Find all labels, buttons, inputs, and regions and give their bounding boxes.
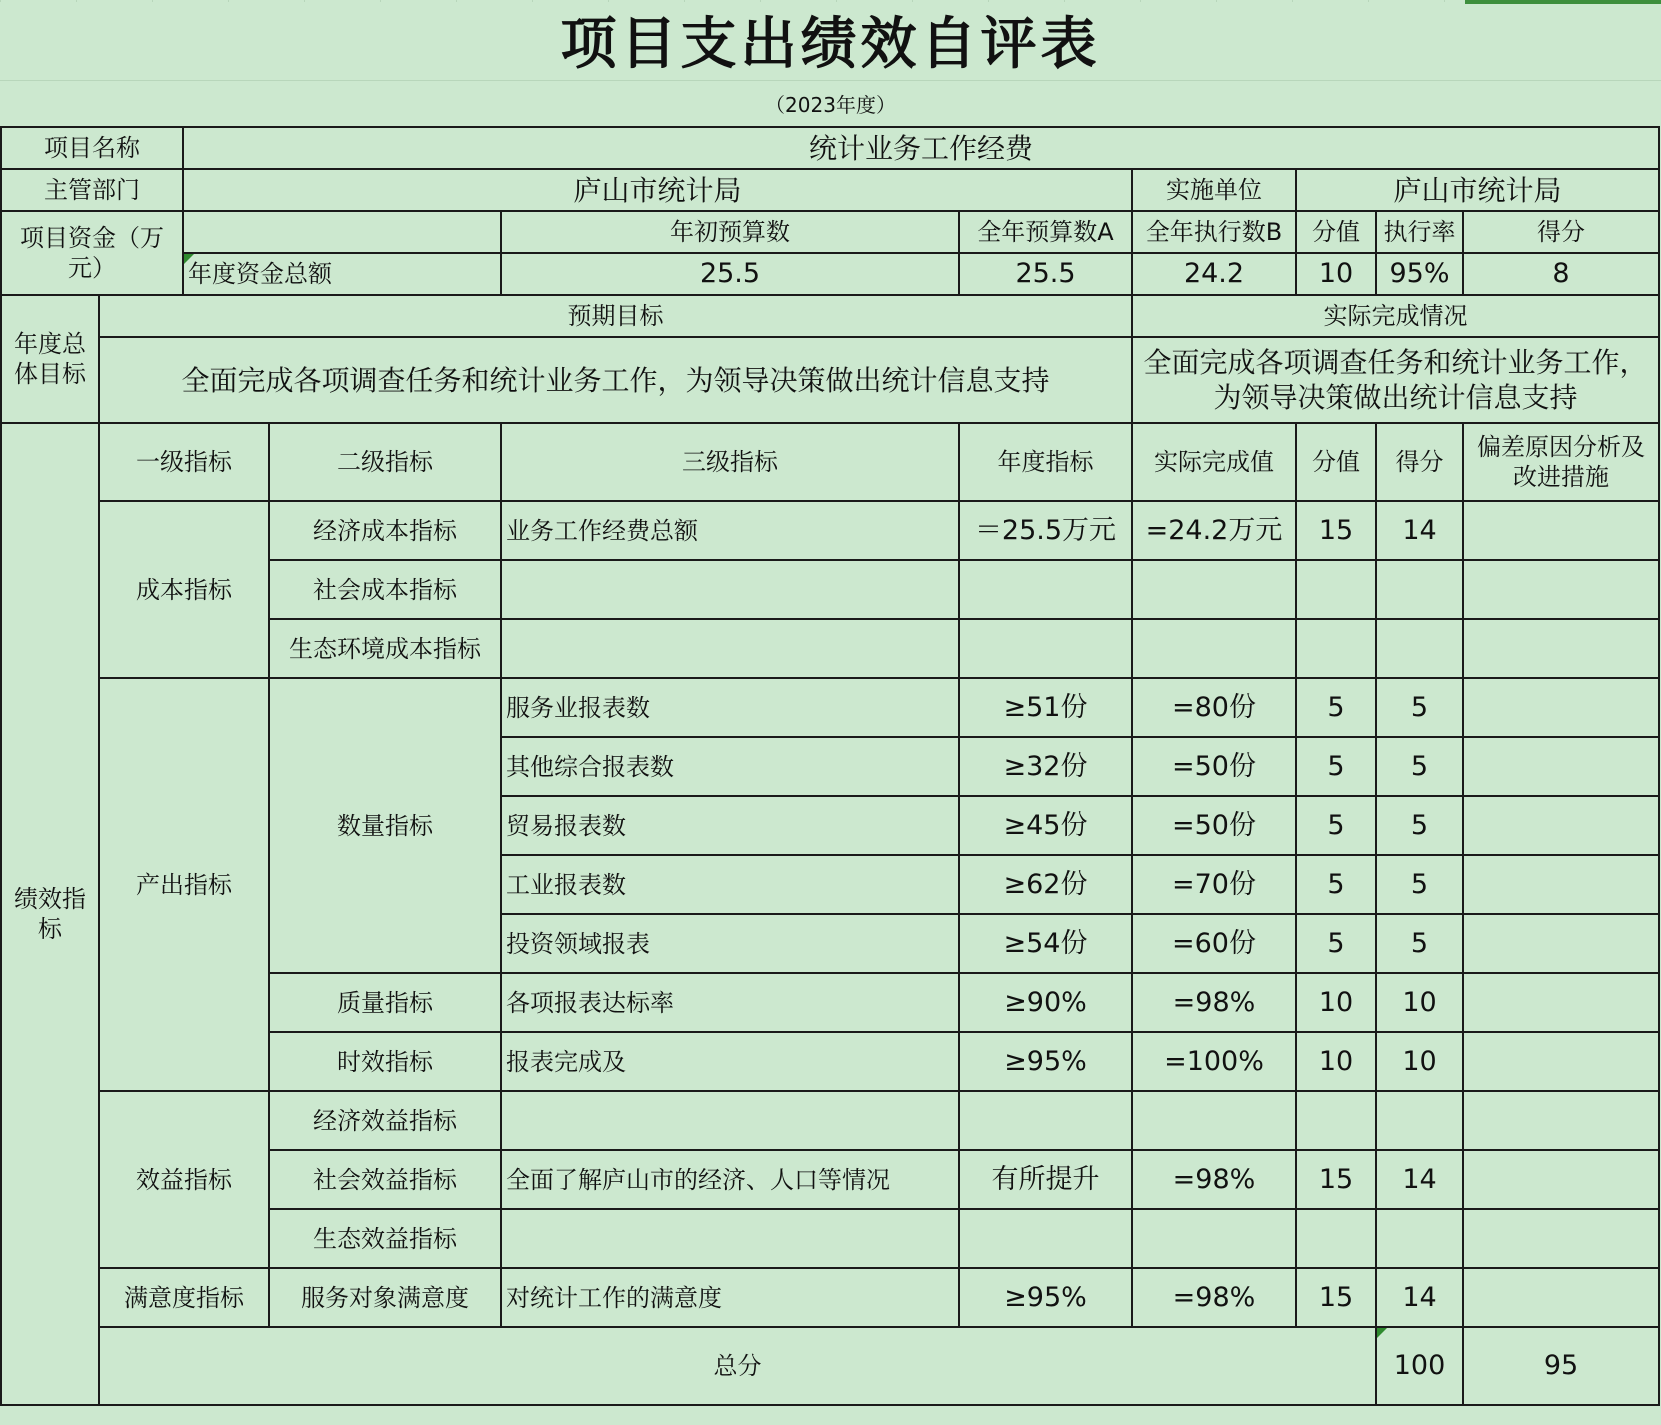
- score-value-value[interactable]: 10: [1296, 253, 1376, 295]
- score-cell[interactable]: 5: [1376, 737, 1463, 796]
- actual-goal-text[interactable]: 全面完成各项调查任务和统计业务工作，为领导决策做出统计信息支持: [1132, 337, 1659, 423]
- score-cell[interactable]: [1376, 1091, 1463, 1150]
- col-level3[interactable]: 三级指标: [501, 423, 959, 501]
- score-cell[interactable]: [1376, 560, 1463, 619]
- reason-cell[interactable]: [1463, 678, 1659, 737]
- level2-cell[interactable]: 社会成本指标: [269, 560, 501, 619]
- table-row: [1, 1268, 1659, 1327]
- table-row: [1, 1091, 1659, 1150]
- reason-cell[interactable]: [1463, 796, 1659, 855]
- actual-cell[interactable]: =80份: [1132, 678, 1296, 737]
- actual-cell[interactable]: [1132, 1209, 1296, 1268]
- target-cell[interactable]: ≥90%: [959, 973, 1132, 1032]
- expected-goal-header[interactable]: 预期目标: [99, 295, 1132, 337]
- level2-cell[interactable]: 时效指标: [269, 1032, 501, 1091]
- level2-cell[interactable]: 生态环境成本指标: [269, 619, 501, 678]
- score-cell[interactable]: [1376, 1209, 1463, 1268]
- reason-cell[interactable]: [1463, 914, 1659, 973]
- actual-goal-header[interactable]: 实际完成情况: [1132, 295, 1659, 337]
- target-cell[interactable]: [959, 1091, 1132, 1150]
- performance-indicators-label[interactable]: 绩效指标: [1, 423, 99, 1405]
- level2-cell[interactable]: 社会效益指标: [269, 1150, 501, 1209]
- level3-cell[interactable]: 报表完成及: [501, 1032, 959, 1091]
- actual-cell[interactable]: =98%: [1132, 1150, 1296, 1209]
- target-cell[interactable]: ≥62份: [959, 855, 1132, 914]
- col-score[interactable]: 得分: [1463, 211, 1659, 253]
- year-subtitle: （2023年度）: [765, 92, 896, 117]
- page-title: 项目支出绩效自评表: [0, 0, 1661, 81]
- execution-value[interactable]: 24.2: [1132, 253, 1296, 295]
- level3-cell[interactable]: [501, 619, 959, 678]
- target-cell[interactable]: ≥54份: [959, 914, 1132, 973]
- score-value[interactable]: 8: [1463, 253, 1659, 295]
- value-cell[interactable]: [1296, 560, 1376, 619]
- reason-cell[interactable]: [1463, 1032, 1659, 1091]
- value-cell[interactable]: 5: [1296, 678, 1376, 737]
- value-cell[interactable]: [1296, 1209, 1376, 1268]
- score-cell[interactable]: 5: [1376, 914, 1463, 973]
- exec-rate-value[interactable]: 95%: [1376, 253, 1463, 295]
- value-cell[interactable]: 15: [1296, 1268, 1376, 1327]
- value-cell[interactable]: 15: [1296, 1150, 1376, 1209]
- col-level2[interactable]: 二级指标: [269, 423, 501, 501]
- funds-blank-cell[interactable]: [183, 211, 501, 253]
- value-cell[interactable]: 10: [1296, 1032, 1376, 1091]
- col-exec-rate[interactable]: 执行率: [1376, 211, 1463, 253]
- actual-cell[interactable]: =100%: [1132, 1032, 1296, 1091]
- target-cell[interactable]: ＝25.5万元: [959, 501, 1132, 560]
- level2-cell[interactable]: 数量指标: [269, 678, 501, 973]
- reason-cell[interactable]: [1463, 1091, 1659, 1150]
- col-score-value[interactable]: 分值: [1296, 211, 1376, 253]
- col-actual-value[interactable]: 实际完成值: [1132, 423, 1296, 501]
- col-execution[interactable]: 全年执行数B: [1132, 211, 1296, 253]
- impl-label[interactable]: 实施单位: [1132, 169, 1296, 211]
- level3-cell[interactable]: 各项报表达标率: [501, 973, 959, 1032]
- level1-benefit[interactable]: 效益指标: [99, 1091, 269, 1268]
- target-cell[interactable]: [959, 619, 1132, 678]
- value-cell[interactable]: 15: [1296, 501, 1376, 560]
- level3-cell[interactable]: 服务业报表数: [501, 678, 959, 737]
- reason-cell[interactable]: [1463, 501, 1659, 560]
- score-cell[interactable]: 10: [1376, 973, 1463, 1032]
- level3-cell[interactable]: 工业报表数: [501, 855, 959, 914]
- reason-cell[interactable]: [1463, 737, 1659, 796]
- value-cell[interactable]: [1296, 1091, 1376, 1150]
- level3-cell[interactable]: 贸易报表数: [501, 796, 959, 855]
- col-deviation-reason[interactable]: 偏差原因分析及改进措施: [1463, 423, 1659, 501]
- target-cell[interactable]: ≥95%: [959, 1032, 1132, 1091]
- score-cell[interactable]: [1376, 619, 1463, 678]
- col-annual-target[interactable]: 年度指标: [959, 423, 1132, 501]
- value-cell[interactable]: 5: [1296, 855, 1376, 914]
- target-cell[interactable]: ≥45份: [959, 796, 1132, 855]
- actual-cell[interactable]: =98%: [1132, 973, 1296, 1032]
- table-row: [1, 501, 1659, 560]
- target-cell[interactable]: 有所提升: [959, 1150, 1132, 1209]
- value-cell[interactable]: 10: [1296, 973, 1376, 1032]
- impl-value[interactable]: 庐山市统计局: [1296, 169, 1659, 211]
- reason-cell[interactable]: [1463, 1268, 1659, 1327]
- level2-cell[interactable]: 服务对象满意度: [269, 1268, 501, 1327]
- value-cell[interactable]: 5: [1296, 796, 1376, 855]
- level2-cell[interactable]: 生态效益指标: [269, 1209, 501, 1268]
- level1-cost[interactable]: 成本指标: [99, 501, 269, 678]
- dept-value[interactable]: 庐山市统计局: [183, 169, 1132, 211]
- reason-cell[interactable]: [1463, 1150, 1659, 1209]
- value-cell[interactable]: 5: [1296, 914, 1376, 973]
- level3-cell[interactable]: [501, 1209, 959, 1268]
- reason-cell[interactable]: [1463, 1209, 1659, 1268]
- score-cell[interactable]: 5: [1376, 855, 1463, 914]
- reason-cell[interactable]: [1463, 619, 1659, 678]
- evaluation-table: [0, 126, 1660, 1406]
- level3-cell[interactable]: 对统计工作的满意度: [501, 1268, 959, 1327]
- level3-cell[interactable]: 投资领域报表: [501, 914, 959, 973]
- actual-cell[interactable]: =50份: [1132, 796, 1296, 855]
- score-cell[interactable]: 10: [1376, 1032, 1463, 1091]
- expected-goal-text[interactable]: 全面完成各项调查任务和统计业务工作，为领导决策做出统计信息支持: [99, 337, 1132, 423]
- dept-label[interactable]: 主管部门: [1, 169, 183, 211]
- actual-cell[interactable]: =98%: [1132, 1268, 1296, 1327]
- col-initial-budget[interactable]: 年初预算数: [501, 211, 959, 253]
- level1-output[interactable]: 产出指标: [99, 678, 269, 1091]
- total-score[interactable]: 95: [1463, 1327, 1659, 1405]
- score-cell[interactable]: 14: [1376, 501, 1463, 560]
- score-cell[interactable]: 5: [1376, 678, 1463, 737]
- score-cell[interactable]: 14: [1376, 1150, 1463, 1209]
- score-cell[interactable]: 5: [1376, 796, 1463, 855]
- score-cell[interactable]: 14: [1376, 1268, 1463, 1327]
- target-cell[interactable]: [959, 1209, 1132, 1268]
- actual-cell[interactable]: =70份: [1132, 855, 1296, 914]
- level3-cell[interactable]: 全面了解庐山市的经济、人口等情况: [501, 1150, 959, 1209]
- col-indicator-score[interactable]: 得分: [1376, 423, 1463, 501]
- target-cell[interactable]: [959, 560, 1132, 619]
- level3-cell[interactable]: 其他综合报表数: [501, 737, 959, 796]
- level3-cell[interactable]: [501, 1091, 959, 1150]
- level3-cell[interactable]: 业务工作经费总额: [501, 501, 959, 560]
- actual-cell[interactable]: =24.2万元: [1132, 501, 1296, 560]
- actual-cell[interactable]: [1132, 619, 1296, 678]
- target-cell[interactable]: ≥32份: [959, 737, 1132, 796]
- reason-cell[interactable]: [1463, 560, 1659, 619]
- target-cell[interactable]: ≥51份: [959, 678, 1132, 737]
- actual-cell[interactable]: =60份: [1132, 914, 1296, 973]
- level3-cell[interactable]: [501, 560, 959, 619]
- total-value[interactable]: 100: [1376, 1327, 1463, 1405]
- reason-cell[interactable]: [1463, 973, 1659, 1032]
- full-budget-value[interactable]: 25.5: [959, 253, 1132, 295]
- level2-cell[interactable]: 经济效益指标: [269, 1091, 501, 1150]
- col-indicator-value[interactable]: 分值: [1296, 423, 1376, 501]
- total-row: [1, 1327, 1659, 1405]
- reason-cell[interactable]: [1463, 855, 1659, 914]
- target-cell[interactable]: ≥95%: [959, 1268, 1132, 1327]
- actual-cell[interactable]: [1132, 560, 1296, 619]
- level2-cell[interactable]: 经济成本指标: [269, 501, 501, 560]
- col-full-budget[interactable]: 全年预算数A: [959, 211, 1132, 253]
- value-cell[interactable]: 5: [1296, 737, 1376, 796]
- total-funds-label[interactable]: 年度资金总额: [183, 253, 501, 295]
- table-row: [1, 678, 1659, 737]
- project-name-label[interactable]: 项目名称: [1, 127, 183, 169]
- actual-cell[interactable]: [1132, 1091, 1296, 1150]
- initial-budget-value[interactable]: 25.5: [501, 253, 959, 295]
- project-name-value[interactable]: 统计业务工作经费: [183, 127, 1659, 169]
- level2-cell[interactable]: 质量指标: [269, 973, 501, 1032]
- funds-label[interactable]: 项目资金（万元）: [1, 211, 183, 295]
- total-label[interactable]: 总分: [99, 1327, 1376, 1405]
- level1-satisfaction[interactable]: 满意度指标: [99, 1268, 269, 1327]
- col-level1[interactable]: 一级指标: [99, 423, 269, 501]
- value-cell[interactable]: [1296, 619, 1376, 678]
- annual-goal-label[interactable]: 年度总体目标: [1, 295, 99, 423]
- actual-cell[interactable]: =50份: [1132, 737, 1296, 796]
